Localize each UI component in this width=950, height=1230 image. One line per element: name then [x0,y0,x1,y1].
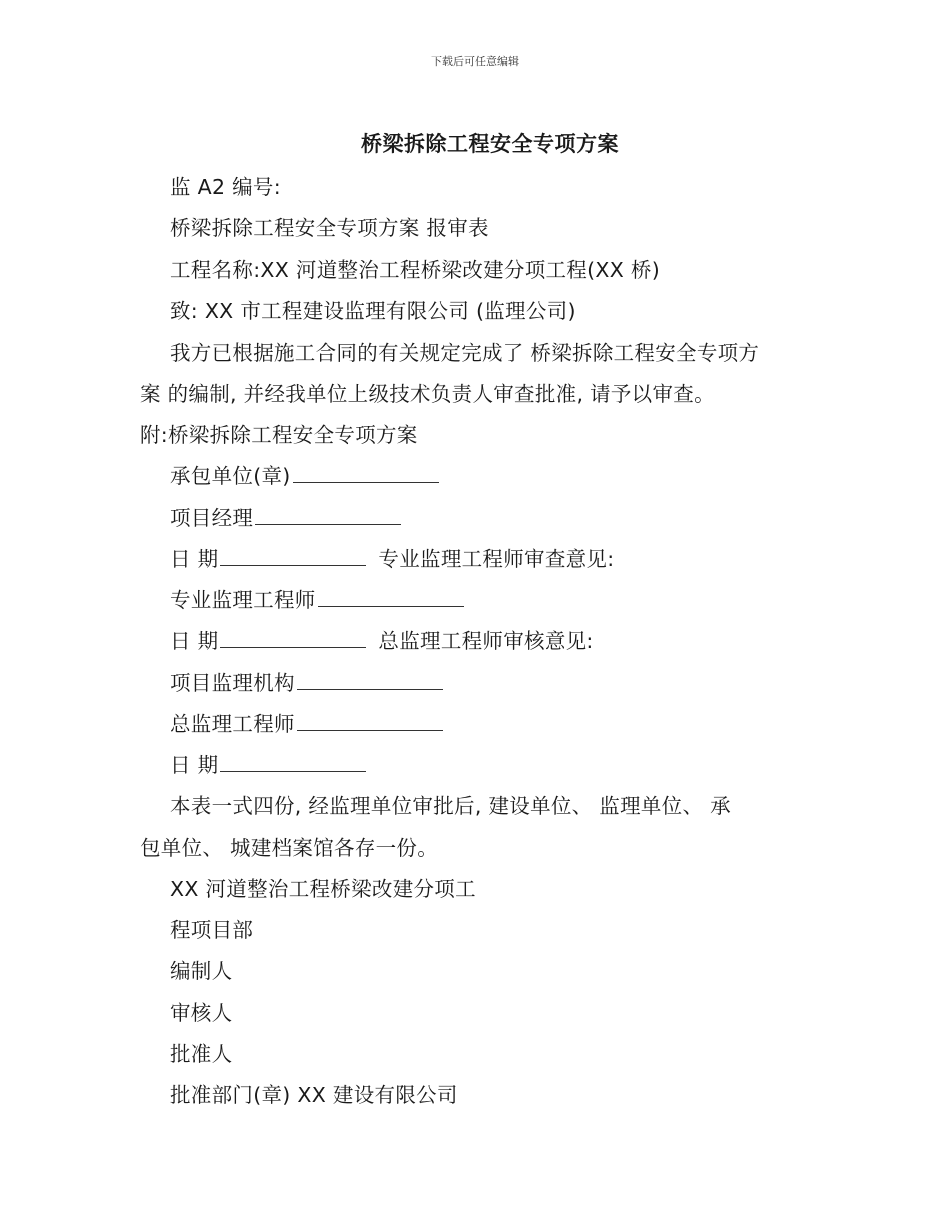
reviewer-label: 审核人 [170,1001,233,1025]
specialist-opinion-label: 专业监理工程师审查意见: [378,547,615,571]
form-code: 监 A2 编号: [170,175,281,199]
addressee-line: 致: XX 市工程建设监理有限公司 (监理公司) [170,299,576,323]
project-manager-label: 项目经理 [170,506,254,530]
compiler-label: 编制人 [170,959,233,983]
department-line-1: XX 河道整治工程桥梁改建分项工 [170,877,476,901]
specialist-engineer-blank [318,584,464,607]
chief-engineer-label: 总监理工程师 [170,712,295,736]
approving-department: 批准部门(章) XX 建设有限公司 [170,1083,458,1107]
date-blank [220,749,366,772]
date-blank [220,625,366,648]
date-label: 日 期 [170,753,219,777]
date-blank [220,543,366,566]
attachment-line: 附:桥梁拆除工程安全专项方案 [140,423,418,447]
department-line-2: 程项目部 [170,918,254,942]
chief-engineer-row [170,707,443,737]
form-title: 桥梁拆除工程安全专项方案 报审表 [170,216,489,240]
project-manager-row [170,501,401,531]
contractor-label: 承包单位(章) [170,464,291,488]
chief-engineer-blank [297,708,443,731]
date-row-2 [170,624,594,654]
supervision-org-row [170,666,443,696]
project-name: 工程名称:XX 河道整治工程桥梁改建分项工程(XX 桥) [170,258,661,282]
body-text-line-1: 我方已根据施工合同的有关规定完成了 桥梁拆除工程安全专项方 [170,341,760,365]
page-header: 下载后可任意编辑 [431,55,519,68]
specialist-engineer-label: 专业监理工程师 [170,588,316,612]
supervision-org-blank [297,667,443,690]
date-row-3 [170,748,366,778]
contractor-row [170,459,439,489]
project-manager-blank [255,502,401,525]
date-label: 日 期 [170,629,219,653]
contractor-blank [293,460,439,483]
supervision-org-label: 项目监理机构 [170,671,295,695]
specialist-engineer-row [170,583,464,613]
note-line-1: 本表一式四份, 经监理单位审批后, 建设单位、 监理单位、 承 [170,794,731,818]
date-row-1 [170,542,614,572]
document-title: 桥梁拆除工程安全专项方案 [361,132,619,156]
chief-opinion-label: 总监理工程师审核意见: [378,629,594,653]
date-label: 日 期 [170,547,219,571]
approver-label: 批准人 [170,1042,233,1066]
note-line-2: 包单位、 城建档案馆各存一份。 [140,836,439,860]
body-text-line-2: 案 的编制, 并经我单位上级技术负责人审查批准, 请予以审查。 [140,382,715,406]
